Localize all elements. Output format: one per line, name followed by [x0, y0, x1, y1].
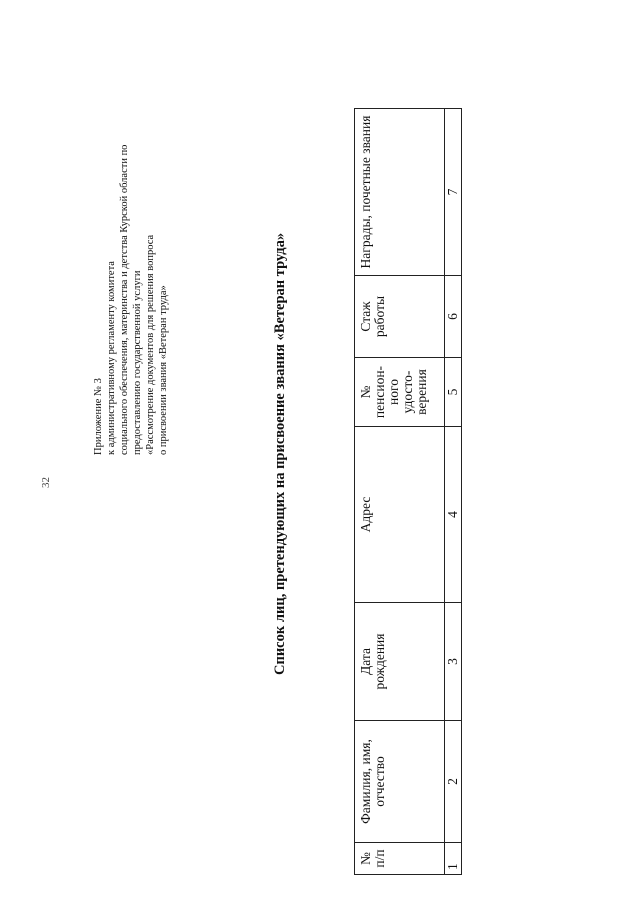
- header-line: пенсион-: [372, 365, 387, 419]
- table-header-row: [355, 109, 445, 875]
- column-number-cell: 4: [445, 427, 462, 603]
- appendix-line: Приложение № 3: [93, 378, 104, 455]
- header-line: Стаж: [358, 301, 373, 332]
- column-number-cell: 3: [445, 603, 462, 721]
- header-line: Фамилия, имя,: [358, 739, 373, 824]
- appendix-line: социального обеспечения, материнства и детства Курской области по: [119, 144, 130, 455]
- header-line: №: [358, 852, 373, 865]
- header-cell-name: [355, 721, 445, 843]
- header-line: №: [358, 385, 373, 399]
- header-line: Дата: [358, 648, 373, 675]
- header-cell-pension-id: [355, 358, 445, 427]
- appendix-line: предоставлению государственной услуги: [132, 270, 143, 455]
- appendix-line: о присвоении звания «Ветеран труда»: [158, 285, 169, 455]
- header-cell-address: [355, 427, 445, 603]
- appendix-note: [92, 35, 170, 455]
- header-line: отчество: [372, 756, 387, 807]
- column-number-cell: 1: [445, 843, 462, 875]
- column-number-cell: 6: [445, 276, 462, 358]
- header-cell-birthdate: [355, 603, 445, 721]
- column-number-cell: 7: [445, 109, 462, 276]
- header-line: удосто-: [400, 370, 415, 414]
- document-title: Список лиц, претендующих на присвоение звания «Ветеран труда»: [272, 232, 288, 675]
- header-line: ного: [386, 379, 401, 405]
- candidates-table: [354, 108, 462, 875]
- appendix-line: «Рассмотрение документов для решения вопроса: [145, 234, 156, 455]
- header-line: верения: [414, 369, 429, 415]
- header-line: Адрес: [358, 496, 373, 533]
- header-cell-awards: [355, 109, 445, 276]
- header-line: рождения: [372, 633, 387, 690]
- header-line: Награды, почетные звания: [358, 115, 373, 269]
- column-number-cell: 2: [445, 721, 462, 843]
- header-cell-number: [355, 843, 445, 875]
- header-line: п/п: [372, 849, 387, 868]
- header-line: работы: [372, 295, 387, 338]
- column-number-cell: 5: [445, 358, 462, 427]
- table-number-row: [445, 109, 462, 875]
- page-number: 32: [40, 477, 52, 488]
- appendix-line: к административному регламенту комитета: [106, 261, 117, 455]
- header-cell-work-experience: [355, 276, 445, 358]
